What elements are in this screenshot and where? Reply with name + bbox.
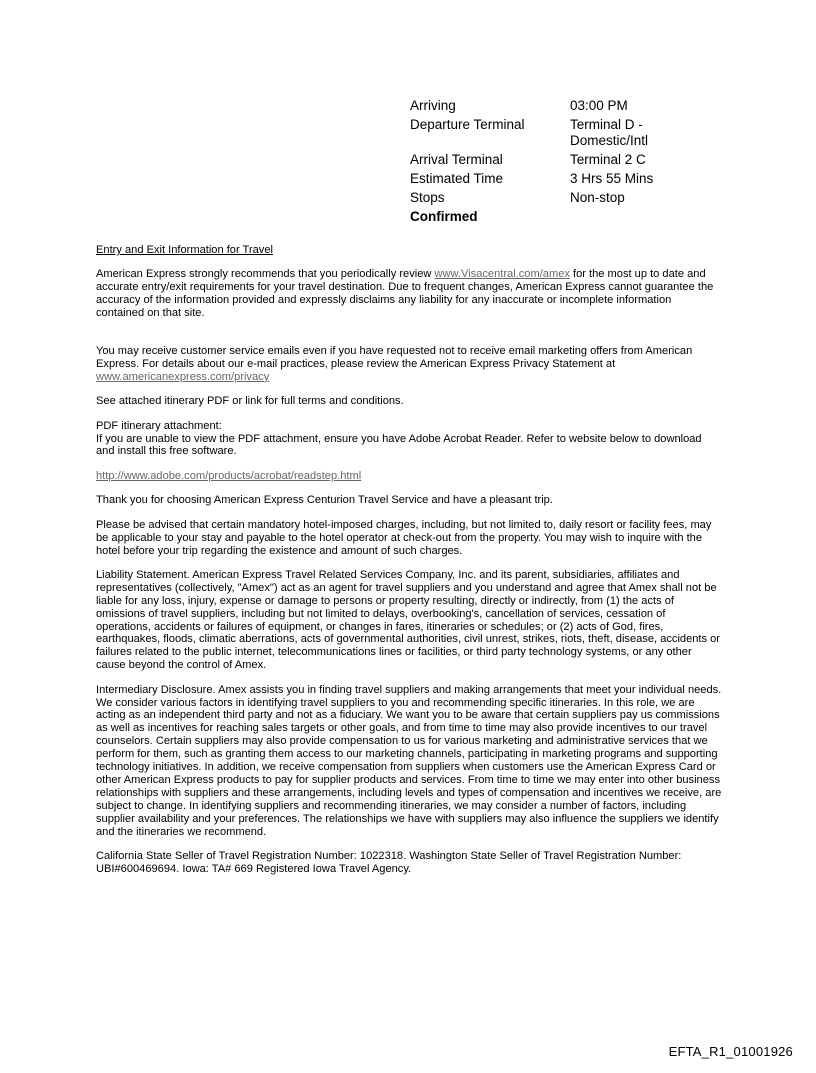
adobe-link[interactable]: http://www.adobe.com/products/acrobat/readstep.html [96, 469, 362, 482]
visacentral-link[interactable]: www.Visacentral.com/amex [434, 268, 570, 281]
flight-row-estimated-time [410, 171, 670, 190]
flight-row-status [410, 209, 670, 228]
liability-paragraph: Liability Statement. American Express Travel Related Services Company, Inc. and its parent, subsidiaries, affiliates and representatives (collectively, "Amex") act as an agent for travel suppliers and you understand and agree that Amex shall not be liable for any loss, injury, expense or damage to persons or property resulting, directly or indirectly, from (1) the acts of omissions of travel suppliers, including but not limited to delays, overbooking's, cancellation of services, cessation of operations, accidents or failures of equipment, or changes in fares, itineraries or schedules; or (2) acts of God, fires, earthquakes, floods, climatic aberrations, acts of governmental authorities, civil unrest, strikes, riots, theft, disease, accidents or failures related to the public internet, telecommunications lines or facilities, or third party technology systems, or any other cause beyond the control of Amex. [96, 568, 721, 672]
itinerary-terms [96, 244, 722, 887]
flight-row-arriving [410, 98, 670, 117]
booking-status: Confirmed [410, 209, 478, 224]
entry-text-before: American Express strongly recommends that you periodically review [96, 268, 435, 281]
flight-value: Terminal D - Domestic/Intl [570, 117, 649, 148]
flight-label: Stops [410, 190, 445, 205]
flight-label: Arrival Terminal [410, 152, 503, 167]
flight-details-table [410, 98, 670, 228]
document-id: EFTA_R1_01001926 [668, 1044, 793, 1059]
entry-text-after: for the most up to date and accurate entry/exit requirements for your travel destination. Due to frequent changes, American Express cannot guarantee the accuracy of the information provided and expressly disclaims any liability for any inaccurate or incomplete information contained on that site. [96, 268, 714, 320]
registration-paragraph: California State Seller of Travel Registration Number: 1022318. Washington State Seller of Travel Registration Number: UBI#600469694. Iowa: TA# 669 Registered Iowa Travel Agency. [96, 850, 682, 875]
entry-exit-heading: Entry and Exit Information for Travel [96, 244, 273, 256]
terms-note: See attached itinerary PDF or link for full terms and conditions. [96, 395, 404, 408]
flight-row-arrival-terminal [410, 152, 670, 171]
thanks-paragraph: Thank you for choosing American Express Centurion Travel Service and have a pleasant trip. [96, 494, 553, 507]
privacy-link[interactable]: www.americanexpress.com/privacy [96, 370, 270, 383]
flight-label: Departure Terminal [410, 117, 525, 132]
pdf-text: If you are unable to view the PDF attachment, ensure you have Adobe Acrobat Reader. Refer to website below to download and install this free software. [96, 432, 702, 458]
flight-value: 3 Hrs 55 Mins [570, 171, 654, 186]
intermediary-paragraph: Intermediary Disclosure. Amex assists you in finding travel suppliers and making arrangements that meet your individual needs. We consider various factors in identifying travel suppliers to you and recommending specific itineraries. In this role, we are acting as an independent third party and not as a fiduciary. We want you to be aware that certain suppliers pay us commissions as well as incentives for reaching sales targets or other goals, and from time to time may also provide incentives to our travel counselors. Certain suppliers may also provide compensation to us for various marketing and administrative services that we perform for them, such as granting them access to our marketing channels, participating in marketing programs and supporting technology initiatives. In addition, we receive compensation from suppliers when customers use the American Express Card or other American Express products to pay for supplier products and services. From time to time we may enter into other business relationships with suppliers and these arrangements, including levels and types of compensation and incentives we receive, are subject to change. In identifying suppliers and recommending itineraries, we may consider a number of factors, including supplier availability and your preferences. The relationships we have with suppliers may also influence the suppliers we identify and the itineraries we recommend. [96, 683, 722, 838]
flight-value: 03:00 PM [570, 98, 628, 113]
flight-row-departure-terminal [410, 117, 670, 152]
privacy-text: You may receive customer service emails even if you have requested not to receive email marketing offers from American Express. For details about our e-mail practices, please review the American Express Privacy Statement at [96, 345, 693, 370]
flight-row-stops [410, 190, 670, 209]
pdf-title: PDF itinerary attachment: [96, 419, 222, 432]
flight-value: Non-stop [570, 190, 625, 205]
entry-exit-paragraph [96, 268, 722, 320]
pdf-paragraph [96, 420, 722, 459]
flight-label: Arriving [410, 98, 456, 113]
privacy-paragraph [96, 345, 722, 384]
adobe-link-paragraph [96, 470, 722, 483]
flight-value: Terminal 2 C [570, 152, 646, 167]
hotel-charges-paragraph: Please be advised that certain mandatory hotel-imposed charges, including, but not limited to, daily resort or facility fees, may be applicable to your stay and payable to the hotel operator at check-out from the property. You may wish to inquire with the hotel before your trip regarding the existence and amount of such charges. [96, 518, 712, 557]
flight-label: Estimated Time [410, 171, 504, 186]
